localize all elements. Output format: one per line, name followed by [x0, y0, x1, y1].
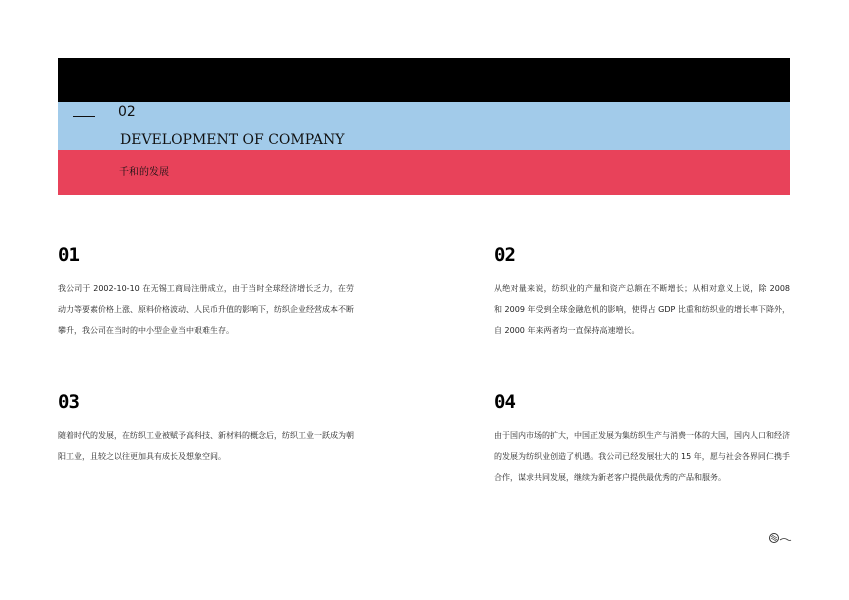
header-black-band — [58, 58, 790, 102]
block-text: 由于国内市场的扩大，中国正发展为集纺织生产与消费一体的大国，国内人口和经济的发展为纺织业创造了机遇。我公司已经发展壮大的 15 年，愿与社会各界同仁携手合作，谋求共同发展，继续为新老客户提供最优秀的产品和服务。 — [494, 431, 790, 482]
content-block-04 — [494, 392, 790, 488]
content-block-02 — [494, 245, 790, 341]
section-number: 02 — [118, 104, 136, 120]
company-logo-icon — [768, 532, 792, 544]
block-number: 01 — [58, 244, 79, 266]
content-block-03 — [58, 392, 354, 467]
block-text: 我公司于 2002-10-10 在无锡工商局注册成立，由于当时全球经济增长乏力，在劳动力等要素价格上涨、原料价格波动、人民币升值的影响下，纺织企业经营成本不断攀升，我公司在当时的中小型企业当中艰难生存。 — [58, 284, 354, 335]
content-block-01 — [58, 245, 354, 341]
section-divider-line — [73, 116, 95, 117]
section-title-chinese: 千和的发展 — [119, 167, 169, 178]
block-number: 03 — [58, 391, 79, 413]
section-title-english: DEVELOPMENT OF COMPANY — [120, 132, 345, 148]
block-number: 04 — [494, 391, 515, 413]
block-text: 从绝对量来说，纺织业的产量和资产总额在不断增长；从相对意义上说，除 2008 和 2009 年受到全球金融危机的影响，使得占 GDP 比重和纺织业的增长率下降外，自 2000 年来两者均一直保持高速增长。 — [494, 284, 790, 335]
block-text: 随着时代的发展，在纺织工业被赋予高科技、新材料的概念后，纺织工业一跃成为朝阳工业，且较之以往更加具有成长及想象空间。 — [58, 431, 354, 461]
block-number: 02 — [494, 244, 515, 266]
